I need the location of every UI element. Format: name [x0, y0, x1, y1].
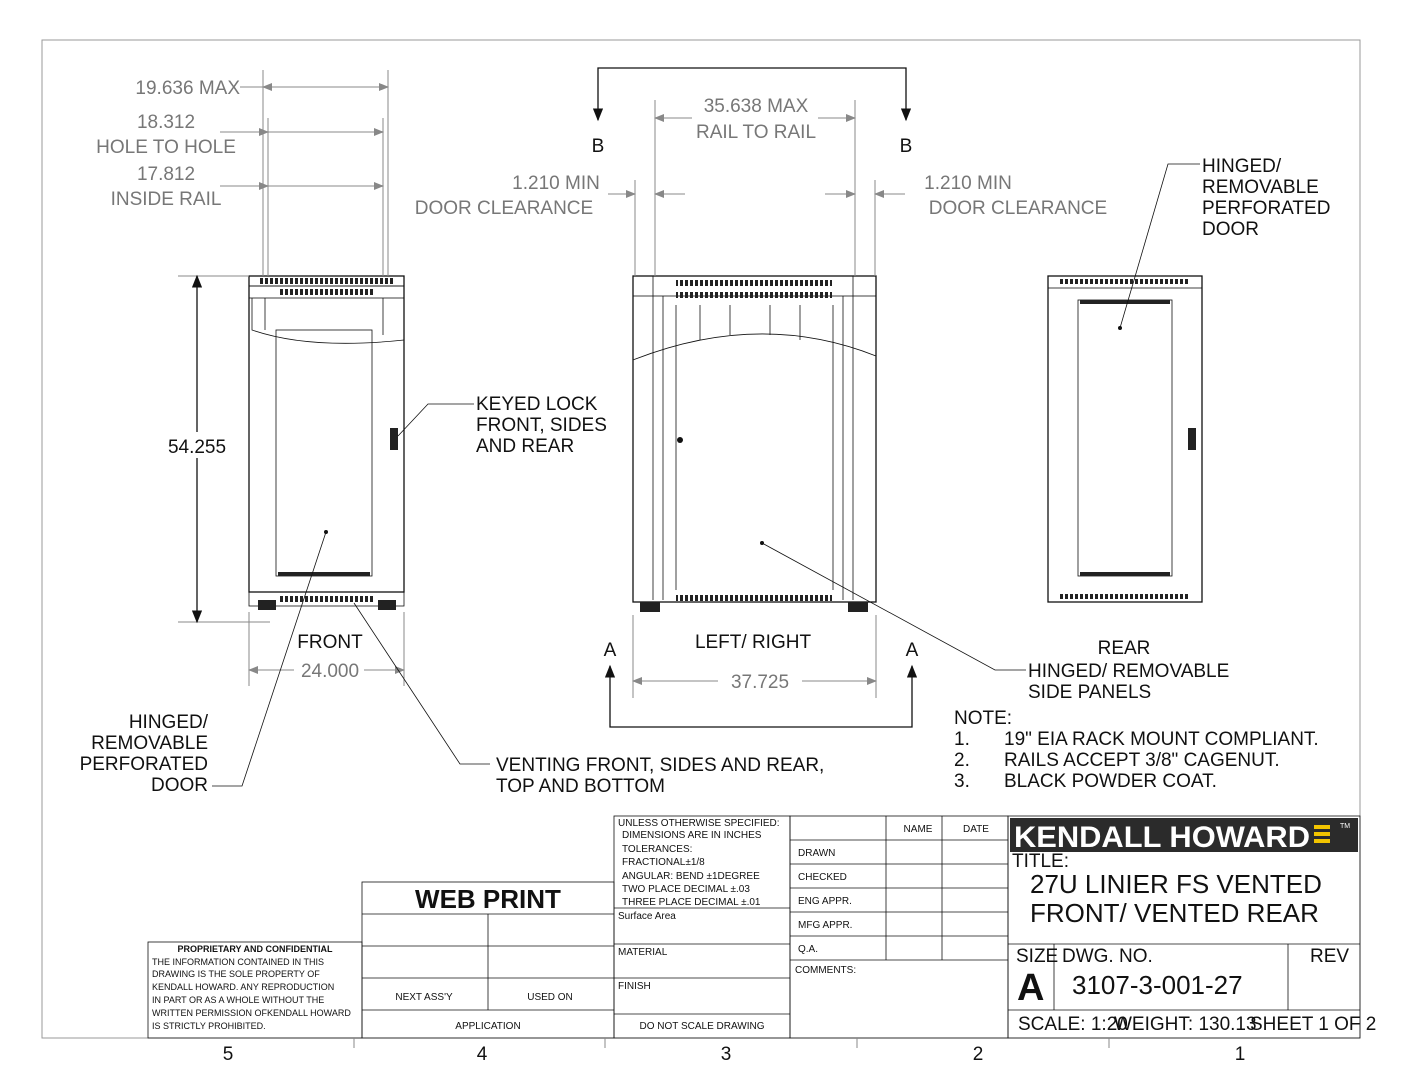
tolerance-line-7: THREE PLACE DECIMAL ±.01 — [622, 897, 761, 908]
notes-heading: NOTE: — [954, 708, 1013, 729]
proprietary-line-2: DRAWING IS THE SOLE PROPERTY OF — [152, 969, 320, 979]
row-qa: Q.A. — [798, 944, 819, 955]
callout-rear-door-4: DOOR — [1202, 219, 1259, 240]
dim-height: 54.255 — [167, 437, 227, 458]
callout-venting-2: TOP AND BOTTOM — [496, 776, 665, 797]
company-name: KENDALL HOWARD — [1014, 821, 1310, 854]
tolerance-line-3: TOLERANCES: — [622, 844, 693, 855]
callout-front-door-4: DOOR — [151, 775, 208, 796]
row-checked: CHECKED — [798, 872, 847, 883]
proprietary-line-1: THE INFORMATION CONTAINED IN THIS — [152, 957, 325, 967]
weight-value: WEIGHT: 130.13 — [1114, 1014, 1257, 1035]
dim-inside-rail-label: INSIDE RAIL — [110, 189, 222, 210]
front-view-label: FRONT — [297, 632, 363, 653]
note-2-num: 2. — [954, 750, 970, 771]
trademark-mark: TM — [1340, 823, 1351, 830]
dim-door-clearance-right-value: 1.210 MIN — [924, 173, 1012, 194]
note-2-text: RAILS ACCEPT 3/8" CAGENUT. — [1004, 750, 1280, 771]
row-mfg-appr: MFG APPR. — [798, 920, 853, 931]
dim-front-width: 24.000 — [300, 661, 360, 682]
title-label: TITLE: — [1012, 851, 1070, 872]
callout-rear-door-2: REMOVABLE — [1202, 177, 1319, 198]
rear-cabinet-outline — [1048, 276, 1202, 602]
row-eng-appr: ENG APPR. — [798, 896, 852, 907]
tolerance-line-5: ANGULAR: BEND ±1DEGREE — [622, 871, 760, 882]
dwg-no-value: 3107-3-001-27 — [1072, 970, 1243, 1000]
zone-2: 2 — [972, 1044, 984, 1065]
callout-rear-door-1: HINGED/ — [1202, 156, 1282, 177]
callout-front-door-2: REMOVABLE — [91, 733, 208, 754]
proprietary-line-5: WRITTEN PERMISSION OFKENDALL HOWARD — [152, 1008, 351, 1018]
surface-area-label: Surface Area — [618, 911, 676, 922]
finish-label: FINISH — [618, 981, 651, 992]
zone-3: 3 — [720, 1044, 732, 1065]
section-b-right: B — [899, 136, 913, 157]
proprietary-line-6: IS STRICTLY PROHIBITED. — [152, 1021, 266, 1031]
section-b-left: B — [591, 136, 605, 157]
tolerance-line-2: DIMENSIONS ARE IN INCHES — [622, 830, 762, 841]
callout-front-door-1: HINGED/ — [128, 712, 208, 733]
dim-rail-to-rail-label: RAIL TO RAIL — [695, 122, 817, 143]
comments-label: COMMENTS: — [795, 965, 857, 976]
col-name-header: NAME — [903, 824, 933, 835]
note-1-num: 1. — [954, 729, 970, 750]
dim-max-width: 19.636 MAX — [135, 78, 240, 99]
rev-label: REV — [1310, 946, 1350, 967]
zone-4: 4 — [476, 1044, 488, 1065]
dim-hole-to-hole-label: HOLE TO HOLE — [96, 137, 236, 158]
dim-depth: 37.725 — [730, 672, 790, 693]
dim-rail-to-rail-value: 35.638 MAX — [703, 96, 809, 117]
dim-door-clearance-right-label: DOOR CLEARANCE — [928, 198, 1108, 219]
keyed-lock-icon — [390, 428, 398, 450]
section-a-right: A — [905, 640, 919, 661]
callout-lock-1: KEYED LOCK — [476, 394, 598, 415]
front-top-vent — [259, 278, 395, 284]
dwg-no-label: DWG. NO. — [1062, 946, 1153, 967]
dim-inside-rail-value: 17.812 — [136, 164, 196, 185]
row-drawn: DRAWN — [798, 848, 836, 859]
size-value: A — [1017, 967, 1045, 1009]
scale-value: SCALE: 1:20 — [1018, 1014, 1128, 1035]
note-3-text: BLACK POWDER COAT. — [1004, 771, 1217, 792]
section-a-left: A — [603, 640, 617, 661]
rear-view-label: REAR — [1097, 638, 1151, 659]
zone-1: 1 — [1234, 1044, 1246, 1065]
rear-perforated-door-panel — [1078, 300, 1172, 576]
dim-door-clearance-left-value: 1.210 MIN — [512, 173, 600, 194]
used-on-label: USED ON — [527, 992, 573, 1003]
size-label: SIZE — [1016, 946, 1059, 967]
callout-rear-door-3: PERFORATED — [1202, 198, 1331, 219]
sheet-value: SHEET 1 OF 2 — [1250, 1014, 1377, 1035]
col-date-header: DATE — [963, 824, 989, 835]
tolerance-line-4: FRACTIONAL±1/8 — [622, 857, 705, 868]
note-1-text: 19" EIA RACK MOUNT COMPLIANT. — [1004, 729, 1319, 750]
proprietary-heading: PROPRIETARY AND CONFIDENTIAL — [177, 944, 333, 954]
front-cabinet-outline — [249, 276, 404, 592]
application-label: APPLICATION — [455, 1021, 521, 1032]
front-bottom-vent — [279, 596, 375, 602]
next-assy-label: NEXT ASS'Y — [395, 992, 453, 1003]
callout-venting-1: VENTING FRONT, SIDES AND REAR, — [496, 755, 825, 776]
side-view — [598, 68, 1026, 727]
side-bottom-vent — [676, 595, 832, 601]
side-cabinet-outline — [633, 276, 876, 602]
proprietary-line-4: IN PART OR AS A WHOLE WITHOUT THE — [152, 995, 325, 1005]
callout-lock-3: AND REAR — [476, 436, 575, 457]
tolerance-line-6: TWO PLACE DECIMAL ±.03 — [622, 884, 750, 895]
material-label: MATERIAL — [618, 947, 668, 958]
callout-front-door-3: PERFORATED — [79, 754, 208, 775]
zone-5: 5 — [222, 1044, 234, 1065]
note-3-num: 3. — [954, 771, 970, 792]
tolerance-line-1: UNLESS OTHERWISE SPECIFIED: — [618, 818, 780, 829]
rear-view — [1048, 164, 1202, 602]
callout-lock-2: FRONT, SIDES — [476, 415, 607, 436]
dim-door-clearance-left-label: DOOR CLEARANCE — [414, 198, 594, 219]
callout-side-panels-1: HINGED/ REMOVABLE — [1028, 661, 1230, 682]
title-line-1: 27U LINIER FS VENTED — [1030, 869, 1322, 899]
title-line-2: FRONT/ VENTED REAR — [1030, 898, 1319, 928]
web-print-label: WEB PRINT — [415, 884, 561, 914]
do-not-scale-label: DO NOT SCALE DRAWING — [639, 1021, 765, 1032]
dim-hole-to-hole-value: 18.312 — [136, 112, 196, 133]
callout-side-panels-2: SIDE PANELS — [1028, 682, 1152, 703]
proprietary-line-3: KENDALL HOWARD. ANY REPRODUCTION — [152, 982, 335, 992]
side-view-label: LEFT/ RIGHT — [694, 632, 812, 653]
